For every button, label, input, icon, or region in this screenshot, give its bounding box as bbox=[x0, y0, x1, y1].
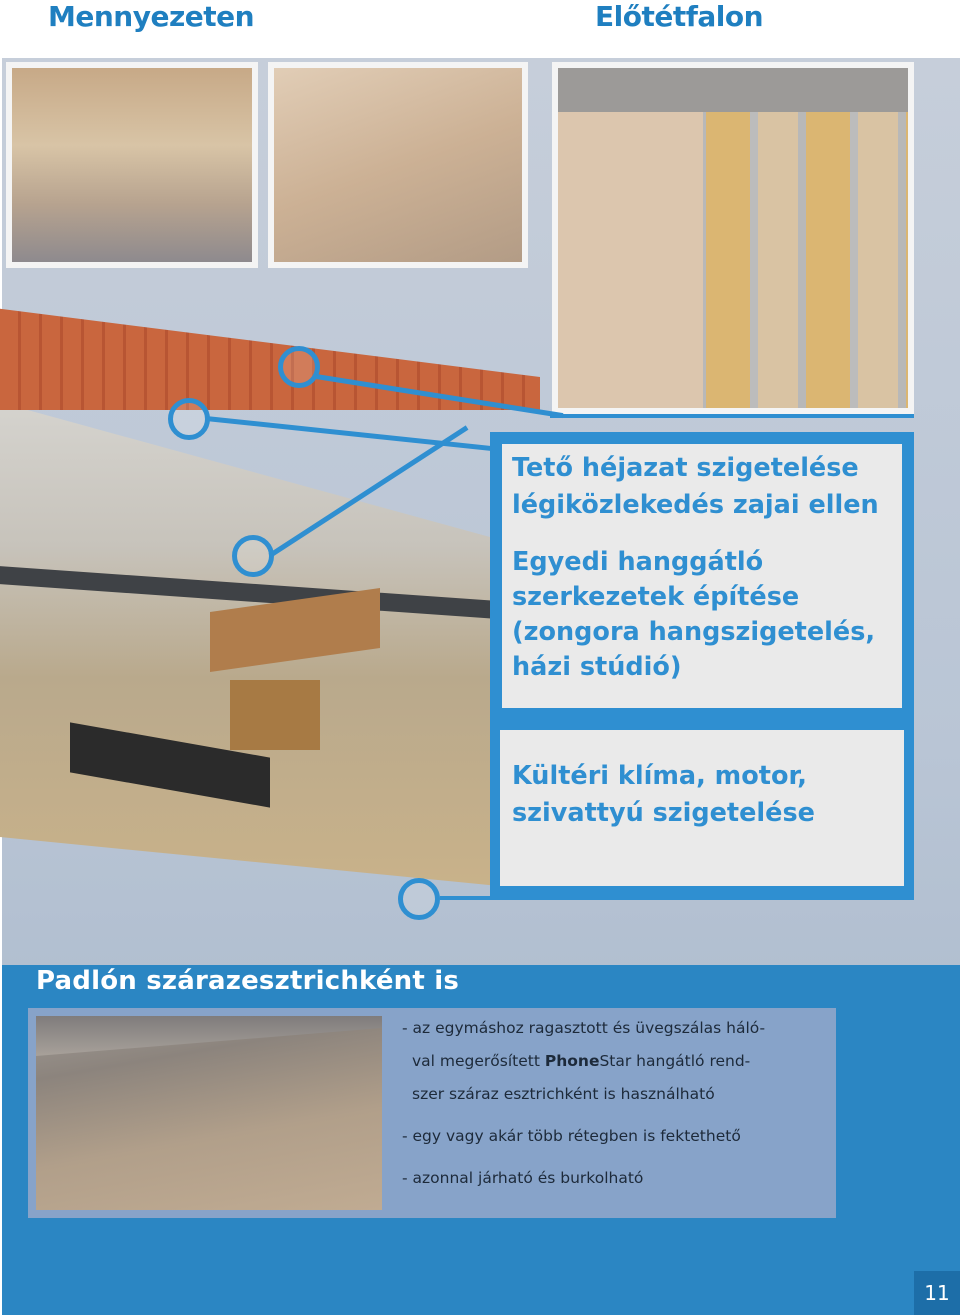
callout-custom bbox=[512, 545, 875, 685]
tv-shelf bbox=[230, 680, 320, 750]
bullet-1-line-1: - az egymáshoz ragasztott és üvegszálas háló- bbox=[402, 1019, 766, 1037]
connector-line-top bbox=[550, 414, 914, 418]
connector-circle-outdoor bbox=[398, 878, 440, 920]
brand-name-rest: Star bbox=[599, 1052, 632, 1070]
bullet-1-line-3: szer száraz esztrichként is használható bbox=[412, 1085, 715, 1103]
callout-outdoor bbox=[512, 758, 815, 832]
bullet-1-line-2-end: hangátló rend- bbox=[631, 1052, 751, 1070]
callout-outdoor-line2: szivattyú szigetelése bbox=[512, 798, 815, 828]
section-heading-ceiling: Mennyezeten bbox=[48, 0, 255, 33]
ceiling-boards-photo bbox=[268, 62, 528, 268]
floor-screed-photo bbox=[36, 1016, 382, 1210]
callout-custom-line3: (zongora hangszigetelés, bbox=[512, 617, 876, 647]
floor-bullet-list bbox=[402, 1012, 765, 1195]
wall-insulation-photo bbox=[552, 62, 914, 414]
roof-tiles bbox=[0, 300, 540, 410]
callout-custom-line1: Egyedi hanggátló bbox=[512, 547, 764, 577]
bullet-3: - azonnal járható és burkolható bbox=[402, 1169, 644, 1187]
callout-roof bbox=[512, 450, 879, 524]
brand-name-bold: Phone bbox=[544, 1052, 600, 1070]
connector-circle-roof bbox=[278, 346, 320, 388]
ceiling-installation-photo bbox=[6, 62, 258, 268]
connector-circle-wall bbox=[232, 535, 274, 577]
section-heading-wall: Előtétfalon bbox=[595, 0, 764, 33]
bullet-1-line-2-text: val megerősített bbox=[412, 1052, 545, 1070]
callout-custom-line2: szerkezetek építése bbox=[512, 582, 800, 612]
callout-roof-line2: légiközlekedés zajai ellen bbox=[512, 490, 879, 520]
callout-roof-line1: Tető héjazat szigetelése bbox=[512, 453, 859, 483]
callout-custom-line4: házi stúdió) bbox=[512, 652, 682, 682]
floor-section-title: Padlón szárazesztrichként is bbox=[36, 966, 460, 996]
callout-outdoor-line1: Kültéri klíma, motor, bbox=[512, 761, 807, 791]
page-number: 11 bbox=[914, 1271, 960, 1315]
bullet-2: - egy vagy akár több rétegben is fektethető bbox=[402, 1127, 741, 1145]
house-cutaway-illustration bbox=[0, 300, 560, 890]
connector-circle-custom bbox=[168, 398, 210, 440]
bullet-1-line-2 bbox=[402, 1045, 765, 1078]
